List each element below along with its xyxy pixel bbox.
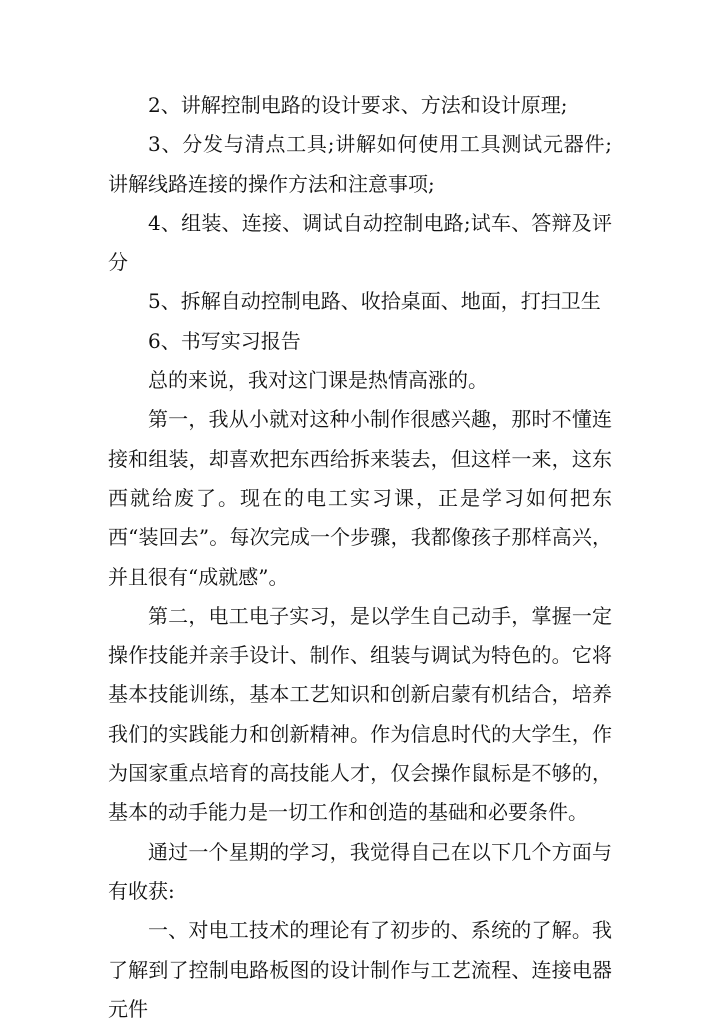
gains-intro-paragraph: 通过一个星期的学习，我觉得自己在以下几个方面与有收获: [108,839,612,903]
step-6-paragraph: 6、书写实习报告 [148,328,301,353]
step-3-paragraph: 3、分发与清点工具;讲解如何使用工具测试元器件;讲解线路连接的操作方法和注意事项; [108,132,612,196]
second-point-paragraph: 第二，电工电子实习，是以学生自己动手，掌握一定操作技能并亲手设计、制作、组装与调试为特色的。它将基本技能训练，基本工艺知识和创新启蒙有机结合，培养我们的实践能力和创新精神。作为信息时代的大学生，作为国家重点培育的高技能人才，仅会操作鼠标是不够的，基本的动手能力是一切工作和创造的基础和必要条件。 [108,603,612,825]
gain-one-paragraph: 一、对电工技术的理论有了初步的、系统的了解。我了解到了控制电路板图的设计制作与工艺流程、连接电器元件 [108,918,612,1021]
step-5-paragraph: 5、拆解自动控制电路、收拾桌面、地面，打扫卫生 [148,289,601,314]
summary-paragraph: 总的来说，我对这门课是热情高涨的。 [148,368,488,393]
first-point-paragraph: 第一，我从小就对这种小制作很感兴趣，那时不懂连接和组装，却喜欢把东西给拆来装去，但这样一来，这东西就给废了。现在的电工实习课，正是学习如何把东西“装回去”。每次完成一个步骤，我都像孩子那样高兴，并且很有“成就感”。 [108,407,612,589]
step-4-paragraph: 4、组装、连接、调试自动控制电路;试车、答辩及评分 [108,210,612,275]
document-body [108,86,612,1029]
step-2-paragraph: 2、讲解控制电路的设计要求、方法和设计原理; [148,93,568,117]
